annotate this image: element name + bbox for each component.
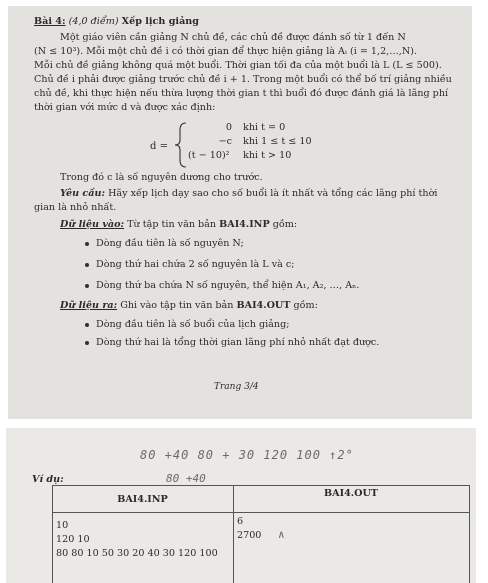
formula-case-value: −c bbox=[218, 136, 232, 147]
input-item: Dòng thứ hai chứa 2 số nguyên là L và c; bbox=[96, 259, 295, 270]
problem-name: Xếp lịch giảng bbox=[121, 16, 199, 27]
input-column-header: BAI4.INP bbox=[117, 494, 168, 505]
problem-points: (4,0 điểm) bbox=[68, 16, 119, 27]
problem-title bbox=[34, 16, 199, 28]
formula-case-condition: khi t = 0 bbox=[243, 122, 286, 133]
problem-statement-photo bbox=[8, 6, 472, 419]
handwritten-check: ∧ bbox=[278, 528, 285, 541]
example-photo bbox=[6, 428, 476, 583]
requirement-text: Hãy xếp lịch dạy sao cho số buổi là ít nhất và tổng các lãng phí thời bbox=[105, 188, 438, 199]
output-line: 2700 bbox=[237, 530, 262, 541]
intro-line: thời gian với mức d và được xác định: bbox=[34, 102, 216, 113]
output-section-heading bbox=[60, 300, 318, 312]
input-line: 120 10 bbox=[56, 534, 90, 545]
left-brace-icon bbox=[174, 122, 188, 168]
requirement-text-cont: gian là nhỏ nhất. bbox=[34, 202, 117, 213]
formula-case-condition: khi t > 10 bbox=[243, 150, 292, 161]
input-item: Dòng đầu tiên là số nguyên N; bbox=[96, 238, 244, 249]
intro-line: chủ đề, khi thực hiện nếu thừa lượng thời gian t thì buổi đó được đánh giá là lãng phí bbox=[34, 88, 449, 99]
where-text: Trong đó c là số nguyên dương cho trước. bbox=[60, 172, 263, 183]
output-suffix: gồm: bbox=[290, 300, 318, 311]
intro-line: (N ≤ 10³). Mỗi một chủ đề i có thời gian để thực hiện giảng là Aᵢ (i = 1,2,…,N). bbox=[34, 46, 418, 57]
requirement-label: Yêu cầu: bbox=[60, 188, 106, 199]
output-item: Dòng thứ hai là tổng thời gian lãng phí nhỏ nhất đạt được. bbox=[96, 337, 380, 348]
bullet-icon bbox=[85, 242, 89, 246]
input-file-name: BAI4.INP bbox=[219, 219, 270, 230]
output-file-name: BAI4.OUT bbox=[236, 300, 291, 311]
output-line: 6 bbox=[237, 516, 244, 527]
output-item: Dòng đầu tiên là số buổi của lịch giảng; bbox=[96, 319, 290, 330]
input-line: 10 bbox=[56, 520, 69, 531]
input-line: 80 80 10 50 30 20 40 30 120 100 bbox=[56, 548, 218, 559]
problem-label: Bài 4: bbox=[34, 16, 66, 27]
input-text: Từ tập tin văn bản bbox=[124, 219, 220, 230]
bullet-icon bbox=[85, 341, 89, 345]
output-column-header: BAI4.OUT bbox=[324, 488, 378, 499]
input-suffix: gồm: bbox=[269, 219, 298, 230]
intro-line: Một giáo viên cần giảng N chủ đề, các chủ đề được đánh số từ 1 đến N bbox=[60, 32, 406, 43]
input-section-heading bbox=[60, 219, 297, 231]
page-number: Trang 3/4 bbox=[214, 382, 259, 392]
intro-line: Mỗi chủ đề giảng không quá một buổi. Thời gian tối đa của một buổi là L (L ≤ 500). bbox=[34, 60, 442, 71]
formula-case-condition: khi 1 ≤ t ≤ 10 bbox=[243, 136, 312, 147]
handwritten-notes: 80 +40 80 + 30 120 100 ↑2° bbox=[140, 448, 354, 462]
output-text: Ghi vào tập tin văn bản bbox=[117, 300, 237, 311]
formula-case-value: (t − 10)² bbox=[188, 150, 230, 161]
output-label: Dữ liệu ra: bbox=[60, 300, 118, 311]
example-label: Ví dụ: bbox=[32, 474, 64, 485]
formula-lhs: d = bbox=[150, 141, 168, 152]
bullet-icon bbox=[85, 323, 89, 327]
bullet-icon bbox=[85, 284, 89, 288]
bullet-icon bbox=[85, 263, 89, 267]
input-item: Dòng thứ ba chứa N số nguyên, thể hiện A₁, A₂, …, Aₙ. bbox=[96, 280, 360, 291]
input-label: Dữ liệu vào: bbox=[60, 219, 125, 230]
handwritten-notes: 80 +40 bbox=[166, 472, 206, 485]
requirement bbox=[60, 188, 437, 200]
intro-line: Chủ đề i phải được giảng trước chủ đề i + 1. Trong một buổi có thể bố trí giảng nhiều bbox=[34, 74, 452, 85]
formula-case-value: 0 bbox=[225, 122, 232, 133]
